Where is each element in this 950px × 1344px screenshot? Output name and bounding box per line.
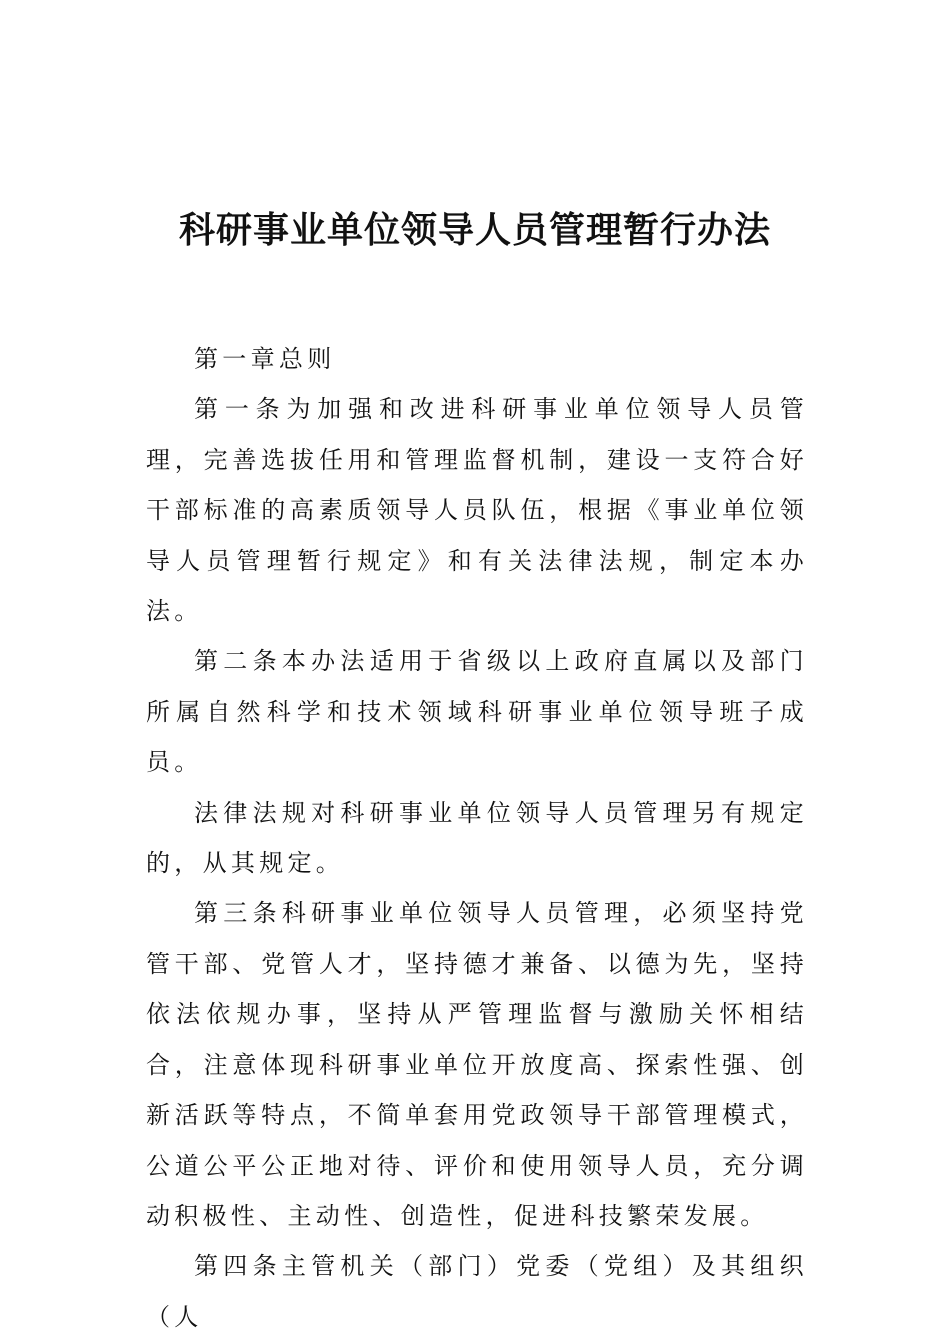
article-2-supplement-paragraph: 法律法规对科研事业单位领导人员管理另有规定的，从其规定。 [146, 798, 808, 878]
article-2-paragraph: 第二条本办法适用于省级以上政府直属以及部门所属自然科学和技术领域科研事业单位领导班子成员。 [146, 647, 808, 777]
document-body [146, 334, 808, 1342]
document-title: 科研事业单位领导人员管理暂行办法 [178, 209, 771, 251]
chapter-heading: 第一章总则 [194, 345, 336, 373]
article-3-paragraph: 第三条科研事业单位领导人员管理，必须坚持党管干部、党管人才，坚持德才兼备、以德为先，坚持依法依规办事，坚持从严管理监督与激励关怀相结合，注意体现科研事业单位开放度高、探索性强、创新活跃等特点，不简单套用党政领导干部管理模式，公道公平公正地对待、评价和使用领导人员，充分调动积极性、主动性、创造性，促进科技繁荣发展。 [146, 899, 808, 1230]
article-4-paragraph: 第四条主管机关（部门）党委（党组）及其组织（人 [146, 1252, 808, 1331]
article-1-paragraph: 第一条为加强和改进科研事业单位领导人员管理，完善选拔任用和管理监督机制，建设一支符合好干部标准的高素质领导人员队伍，根据《事业单位领导人员管理暂行规定》和有关法律法规，制定本办法。 [146, 395, 808, 626]
